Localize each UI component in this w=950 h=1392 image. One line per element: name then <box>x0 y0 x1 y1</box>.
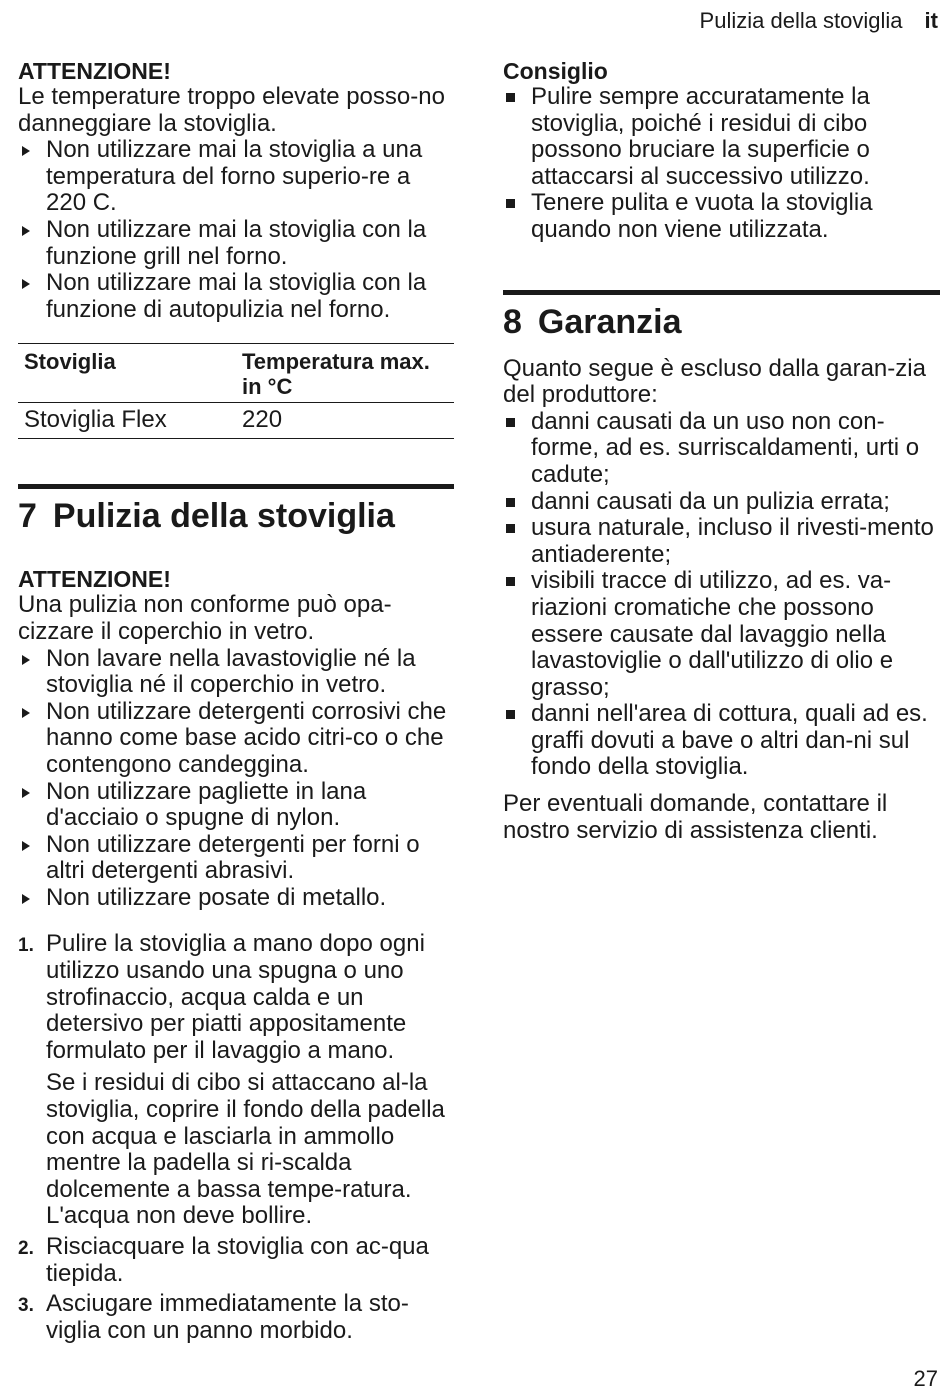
warning-item: Non lavare nella lavastoviglie né la stoviglia né il coperchio in vetro. <box>18 646 454 699</box>
warranty-closing: Per eventuali domande, contattare il nostro servizio di assistenza clienti. <box>503 790 888 844</box>
right-column <box>503 58 940 844</box>
warning-list <box>18 646 454 912</box>
step-text: Asciugare immediatamente la sto-viglia con un panno morbido. <box>46 1290 409 1344</box>
table-cell: Stoviglia Flex <box>24 406 167 434</box>
section-number: 8 <box>503 302 522 341</box>
warning-item: Non utilizzare pagliette in lana d'acciaio o spugne di nylon. <box>18 779 454 832</box>
section-8-heading <box>503 290 940 342</box>
step-item <box>18 1291 454 1344</box>
warning-item: Non utilizzare detergenti corrosivi che hanno come base acido citri-co o che contengono candeggina. <box>18 699 454 779</box>
temperature-table <box>18 343 454 439</box>
step-text: Pulire la stoviglia a mano dopo ogni utilizzo usando una spugna o uno strofinaccio, acqua calda e un detersivo per piatti appositamente formulato per il lavaggio a mano. <box>46 930 425 1064</box>
step-note: Se i residui di cibo si attaccano al-la stoviglia, coprire il fondo della padella con acqua e lasciarla in ammollo mentre la padella si ri-scalda dolcemente a bassa tempe-ratura. L'acqua non deve bollire. <box>46 1069 445 1230</box>
tip-list <box>503 84 940 244</box>
section-title: Garanzia <box>537 302 682 341</box>
header-title: Pulizia della stoviglia <box>699 8 903 33</box>
left-column <box>18 58 454 1344</box>
step-number: 1. <box>18 935 34 957</box>
warranty-item: visibili tracce di utilizzo, ad es. va-riazioni cromatiche che possono essere causate dal lavaggio nella lavastoviglie o dall'utilizzo di olio e grasso; <box>503 568 940 701</box>
warranty-item: danni causati da un pulizia errata; <box>503 489 940 516</box>
step-item <box>18 1234 454 1287</box>
warning-list <box>18 137 454 323</box>
step-item <box>18 931 454 1230</box>
table-header-cell: Temperatura max. in °C <box>242 349 430 400</box>
warning-item: Non utilizzare detergenti per forni o altri detergenti abrasivi. <box>18 832 454 885</box>
warning-temperature <box>18 58 454 323</box>
warranty-item: usura naturale, incluso il rivesti-mento antiaderente; <box>503 515 940 568</box>
table-cell: 220 <box>242 406 283 434</box>
tip-item: Tenere pulita e vuota la stoviglia quando non viene utilizzata. <box>503 190 940 243</box>
section-7-heading <box>18 484 454 536</box>
table-header-row <box>18 344 454 403</box>
warranty-item: danni nell'area di cottura, quali ad es. graffi dovuti a bave o altri dan-ni sul fondo della stoviglia. <box>503 701 940 781</box>
section-title: Pulizia della stoviglia <box>52 497 395 536</box>
warning-title: ATTENZIONE! <box>18 566 171 593</box>
tip-item: Pulire sempre accuratamente la stoviglia, poiché i residui di cibo possono bruciare la superficie o attaccarsi al successivo utilizzo. <box>503 84 940 190</box>
warranty-intro: Quanto segue è escluso dalla garan-zia del produttore: <box>503 354 926 409</box>
warning-text: Le temperature troppo elevate posso-no danneggiare la stoviglia. <box>18 83 445 137</box>
step-number: 2. <box>18 1238 34 1259</box>
page-header <box>700 8 938 34</box>
page-number: 27 <box>913 1366 938 1391</box>
table-header-cell: Stoviglia <box>24 349 116 375</box>
language-code: it <box>924 8 938 33</box>
warning-item: Non utilizzare mai la stoviglia con la funzione grill nel forno. <box>18 217 454 270</box>
step-number: 3. <box>18 1295 34 1317</box>
warning-title: ATTENZIONE! <box>18 58 171 84</box>
warranty-exclusions-list <box>503 409 940 781</box>
warranty-item: danni causati da un uso non con-forme, ad es. surriscaldamenti, urti o cadute; <box>503 409 940 489</box>
tip-box <box>503 58 940 244</box>
step-text: Risciacquare la stoviglia con ac-qua tiepida. <box>46 1233 429 1287</box>
section-number: 7 <box>18 497 37 536</box>
cleaning-steps <box>18 931 454 1344</box>
warning-cleaning <box>18 566 454 911</box>
warning-item: Non utilizzare mai la stoviglia a una temperatura del forno superio-re a 220 C. <box>18 137 454 217</box>
warning-item: Non utilizzare posate di metallo. <box>18 885 454 912</box>
warning-text: Una pulizia non conforme può opa-cizzare il coperchio in vetro. <box>18 591 392 645</box>
table-row <box>18 403 454 439</box>
warning-item: Non utilizzare mai la stoviglia con la funzione di autopulizia nel forno. <box>18 270 454 323</box>
tip-title: Consiglio <box>503 58 608 84</box>
